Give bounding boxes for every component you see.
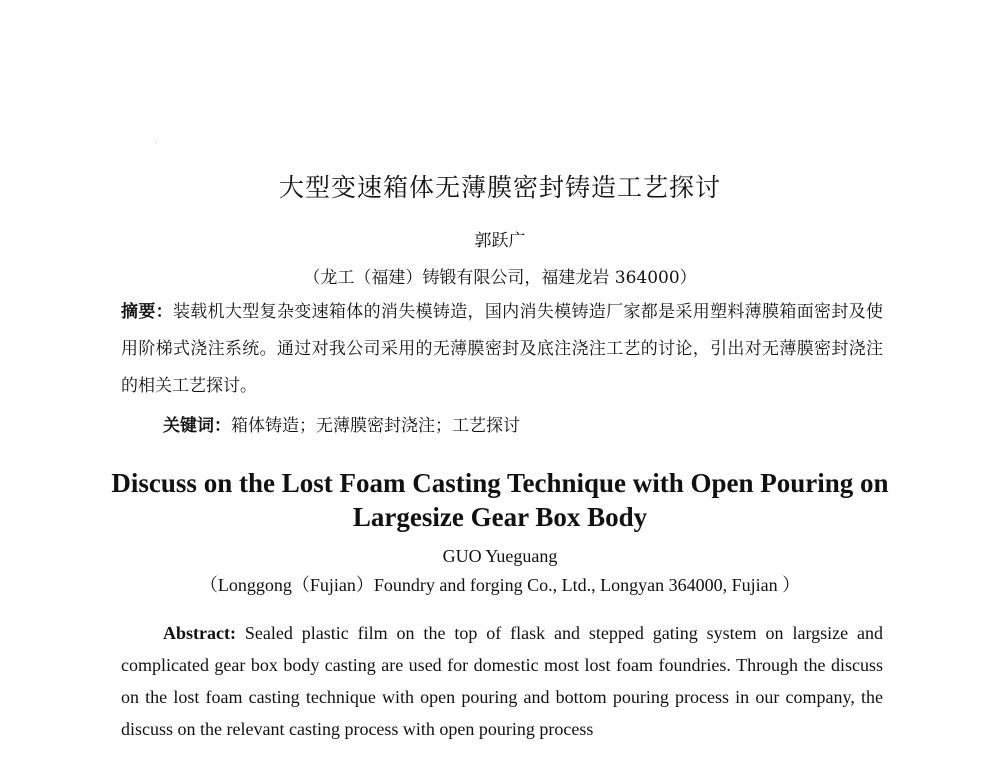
chinese-abstract-label: 摘要： [121,302,173,322]
english-title: Discuss on the Lost Foam Casting Technique with Open Pouring on Largesize Gear Box Body [111,468,889,532]
english-author: GUO Yueguang [442,546,558,566]
english-abstract-text: Sealed plastic film on the top of flask and stepped gating system on largsize and complicated gear box body casting are used for domestic most lost foam foundries. Through the discuss on the lost foam casting technique with open pouring and bottom pouring process in our company, the discuss on the relevant casting process with open pouring process [121,623,883,739]
chinese-affiliation: （龙工（福建）铸锻有限公司，福建龙岩 364000） [303,268,697,288]
chinese-abstract [121,294,883,405]
scan-speck [155,142,156,143]
chinese-abstract-text: 装载机大型复杂变速箱体的消失模铸造，国内消失模铸造厂家都是采用塑料薄膜箱面密封及使用阶梯式浇注系统。通过对我公司采用的无薄膜密封及底注浇注工艺的讨论，引出对无薄膜密封浇注的相关工艺探讨。 [121,302,884,396]
english-affiliation: （Longgong（Fujian）Foundry and forging Co., Ltd., Longyan 364000, Fujian ） [199,575,801,595]
chinese-keywords [163,411,520,436]
chinese-title: 大型变速箱体无薄膜密封铸造工艺探讨 [278,173,721,202]
chinese-keywords-label: 关键词： [163,416,231,436]
chinese-author: 郭跃广 [474,231,526,251]
english-abstract-label: Abstract: [163,623,236,643]
english-abstract [121,617,883,745]
chinese-keywords-text: 箱体铸造；无薄膜密封浇注；工艺探讨 [231,416,520,436]
